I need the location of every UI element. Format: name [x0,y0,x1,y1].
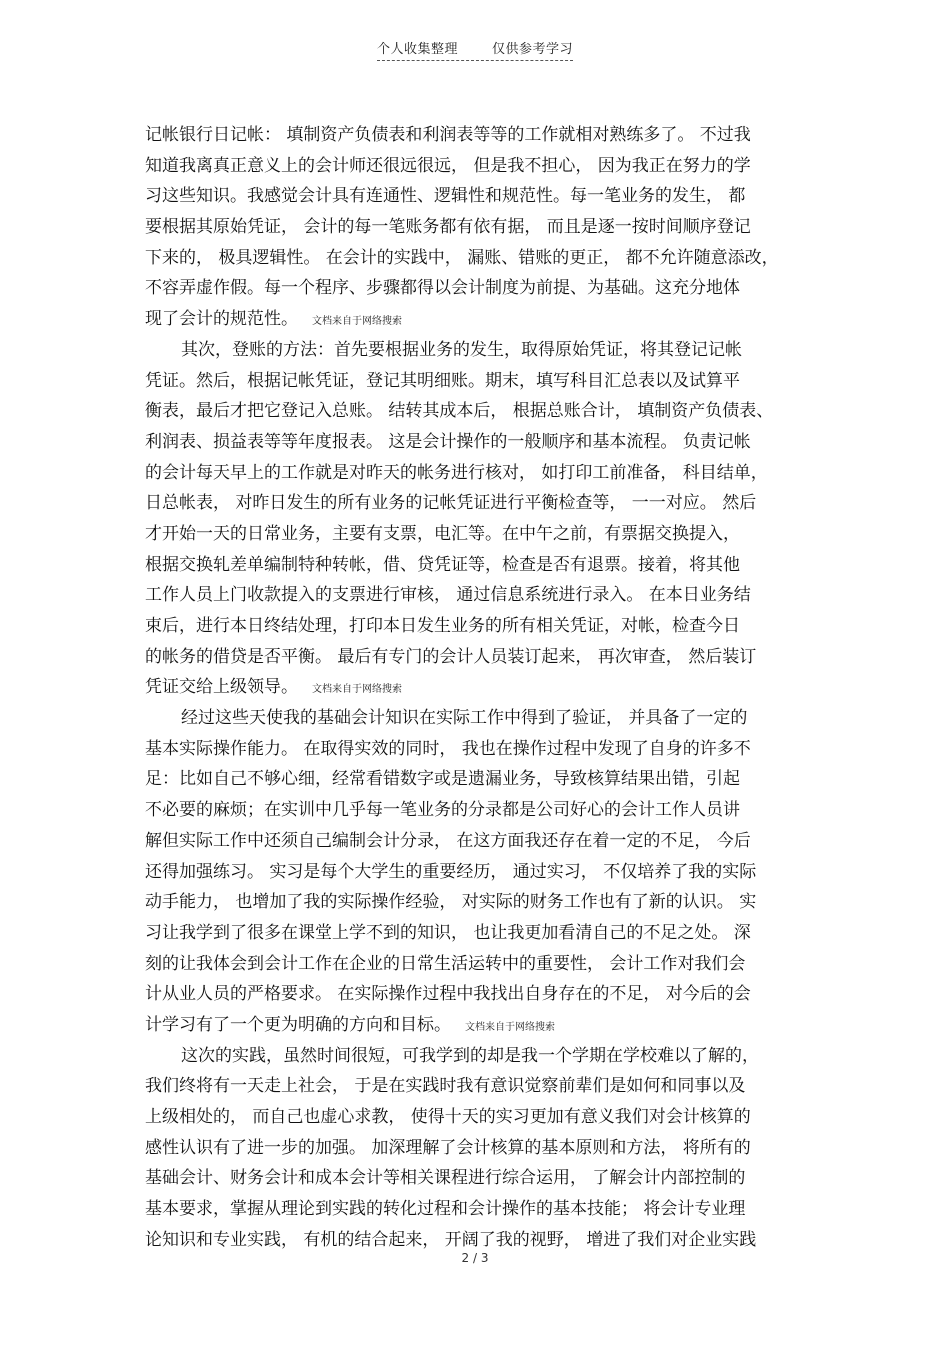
header-left: 个人收集整理 [376,42,458,57]
text-line [145,979,813,1010]
line-text: 习让我学到了很多在课堂上学不到的知识， 也让我更加看清自己的不足之处。 深 [145,922,751,943]
line-text: 的帐务的借贷是否平衡。 最后有专门的会计人员装订起来， 再次审查， 然后装订 [145,646,757,667]
header-right: 仅供参考学习 [492,42,574,57]
line-text: 其次，登账的方法：首先要根据业务的发生，取得原始凭证，将其登记记帐 [181,339,742,360]
source-note: 文档来自于网络搜索 [312,316,402,328]
text-line [145,1071,813,1102]
text-line [145,519,813,550]
text-line [145,366,813,397]
text-line [145,304,813,335]
text-line [145,642,813,673]
text-line [145,243,813,274]
line-text: 基础会计、财务会计和成本会计等相关课程进行综合运用， 了解会计内部控制的 [145,1168,746,1189]
line-text: 才开始一天的日常业务，主要有支票，电汇等。在中午之前，有票据交换提入， [145,523,740,544]
text-line [145,273,813,304]
text-line [145,1102,813,1133]
line-text: 的会计每天早上的工作就是对昨天的帐务进行核对， 如打印工前准备， 科目结单， [145,462,768,483]
header-text [377,38,573,61]
line-text: 凭证。然后，根据记帐凭证，登记其明细账。期末，填写科目汇总表以及试算平 [145,370,740,391]
line-text: 凭证交给上级领导。 [145,677,298,698]
line-text: 还得加强练习。 实习是每个大学生的重要经历， 通过实习， 不仅培养了我的实际 [145,861,757,882]
text-line [145,427,813,458]
text-line [145,734,813,765]
text-line [145,1010,813,1041]
line-text: 感性认识有了进一步的加强。 加深理解了会计核算的基本原则和方法， 将所有的 [145,1137,751,1158]
text-line [145,949,813,980]
text-line [145,1194,813,1225]
text-line [145,550,813,581]
text-line [145,488,813,519]
line-text: 经过这些天使我的基础会计知识在实际工作中得到了验证， 并具备了一定的 [181,708,748,729]
text-line [145,703,813,734]
line-text: 动手能力， 也增加了我的实际操作经验， 对实际的财务工作也有了新的认识。 实 [145,892,757,913]
text-line [145,396,813,427]
line-text: 计从业人员的严格要求。 在实际操作过程中我找出自身存在的不足， 对今后的会 [145,984,751,1005]
line-text: 下来的， 极具逻辑性。 在会计的实践中， 漏账、错账的更正， 都不允许随意添改， [145,247,779,268]
line-text: 衡表，最后才把它登记入总账。 结转其成本后， 根据总账合计， 填制资产负债表、 [145,401,774,422]
text-line [145,120,813,151]
line-text: 根据交换轧差单编制特种转帐，借、贷凭证等，检查是否有退票。接着，将其他 [145,554,740,575]
line-text: 要根据其原始凭证， 会计的每一笔账务都有依有据， 而且是逐一按时间顺序登记 [145,217,751,238]
line-text: 解但实际工作中还须自己编制会计分录， 在这方面我还存在着一定的不足， 今后 [145,830,751,851]
line-text: 记帐银行日记帐： 填制资产负债表和利润表等等的工作就相对熟练多了。 不过我 [145,125,751,145]
line-text: 束后，进行本日终结处理，打印本日发生业务的所有相关凭证，对帐，检查今日 [145,616,740,636]
text-line [145,764,813,795]
text-line [145,887,813,918]
source-note: 文档来自于网络搜索 [465,1021,555,1033]
line-text: 利润表、损益表等等年度报表。 这是会计操作的一般顺序和基本流程。 负责记帐 [145,431,751,452]
text-line [145,335,813,366]
text-line [145,181,813,212]
page-number: 2 / 3 [461,1251,489,1265]
line-text: 不必要的麻烦；在实训中几乎每一笔业务的分录都是公司好心的会计工作人员讲 [145,800,740,821]
text-line [145,826,813,857]
line-text: 足：比如自己不够心细，经常看错数字或是遗漏业务，导致核算结果出错，引起 [145,769,740,790]
text-line [145,1133,813,1164]
line-text: 知道我离真正意义上的会计师还很远很远， 但是我不担心， 因为我正在努力的学 [145,155,751,176]
line-text: 计学习有了一个更为明确的方向和目标。 [145,1014,451,1035]
text-line [145,918,813,949]
line-text: 工作人员上门收款提入的支票进行审核， 通过信息系统进行录入。 在本日业务结 [145,585,751,606]
line-text: 我们终将有一天走上社会， 于是在实践时我有意识觉察前辈们是如何和同事以及 [145,1076,746,1097]
document-body [145,120,813,1255]
page-header [0,38,950,61]
text-line [145,458,813,489]
text-line [145,1163,813,1194]
text-line [145,151,813,182]
line-text: 习这些知识。我感觉会计具有连通性、逻辑性和规范性。每一笔业务的发生， 都 [145,186,746,207]
text-line [145,580,813,611]
text-line [145,1041,813,1072]
line-text: 基本实际操作能力。 在取得实效的同时， 我也在操作过程中发现了自身的许多不 [145,738,751,759]
text-line [145,857,813,888]
text-line [145,672,813,703]
line-text: 上级相处的， 而自己也虚心求教， 使得十天的实习更加有意义我们对会计核算的 [145,1107,751,1127]
line-text: 现了会计的规范性。 [145,309,298,330]
text-line [145,795,813,826]
text-line [145,212,813,243]
source-note: 文档来自于网络搜索 [312,684,402,696]
line-text: 论知识和专业实践， 有机的结合起来， 开阔了我的视野， 增进了我们对企业实践 [145,1229,757,1250]
line-text: 基本要求，掌握从理论到实践的转化过程和会计操作的基本技能； 将会计专业理 [145,1199,746,1220]
line-text: 这次的实践，虽然时间很短，可我学到的却是我一个学期在学校难以了解的， [181,1045,759,1066]
line-text: 日总帐表， 对昨日发生的所有业务的记帐凭证进行平衡检查等， 一一对应。 然后 [145,493,757,514]
text-line [145,611,813,642]
line-text: 刻的让我体会到会计工作在企业的日常生活运转中的重要性， 会计工作对我们会 [145,953,746,974]
line-text: 不容弄虚作假。每一个程序、步骤都得以会计制度为前提、为基础。这充分地体 [145,278,740,299]
